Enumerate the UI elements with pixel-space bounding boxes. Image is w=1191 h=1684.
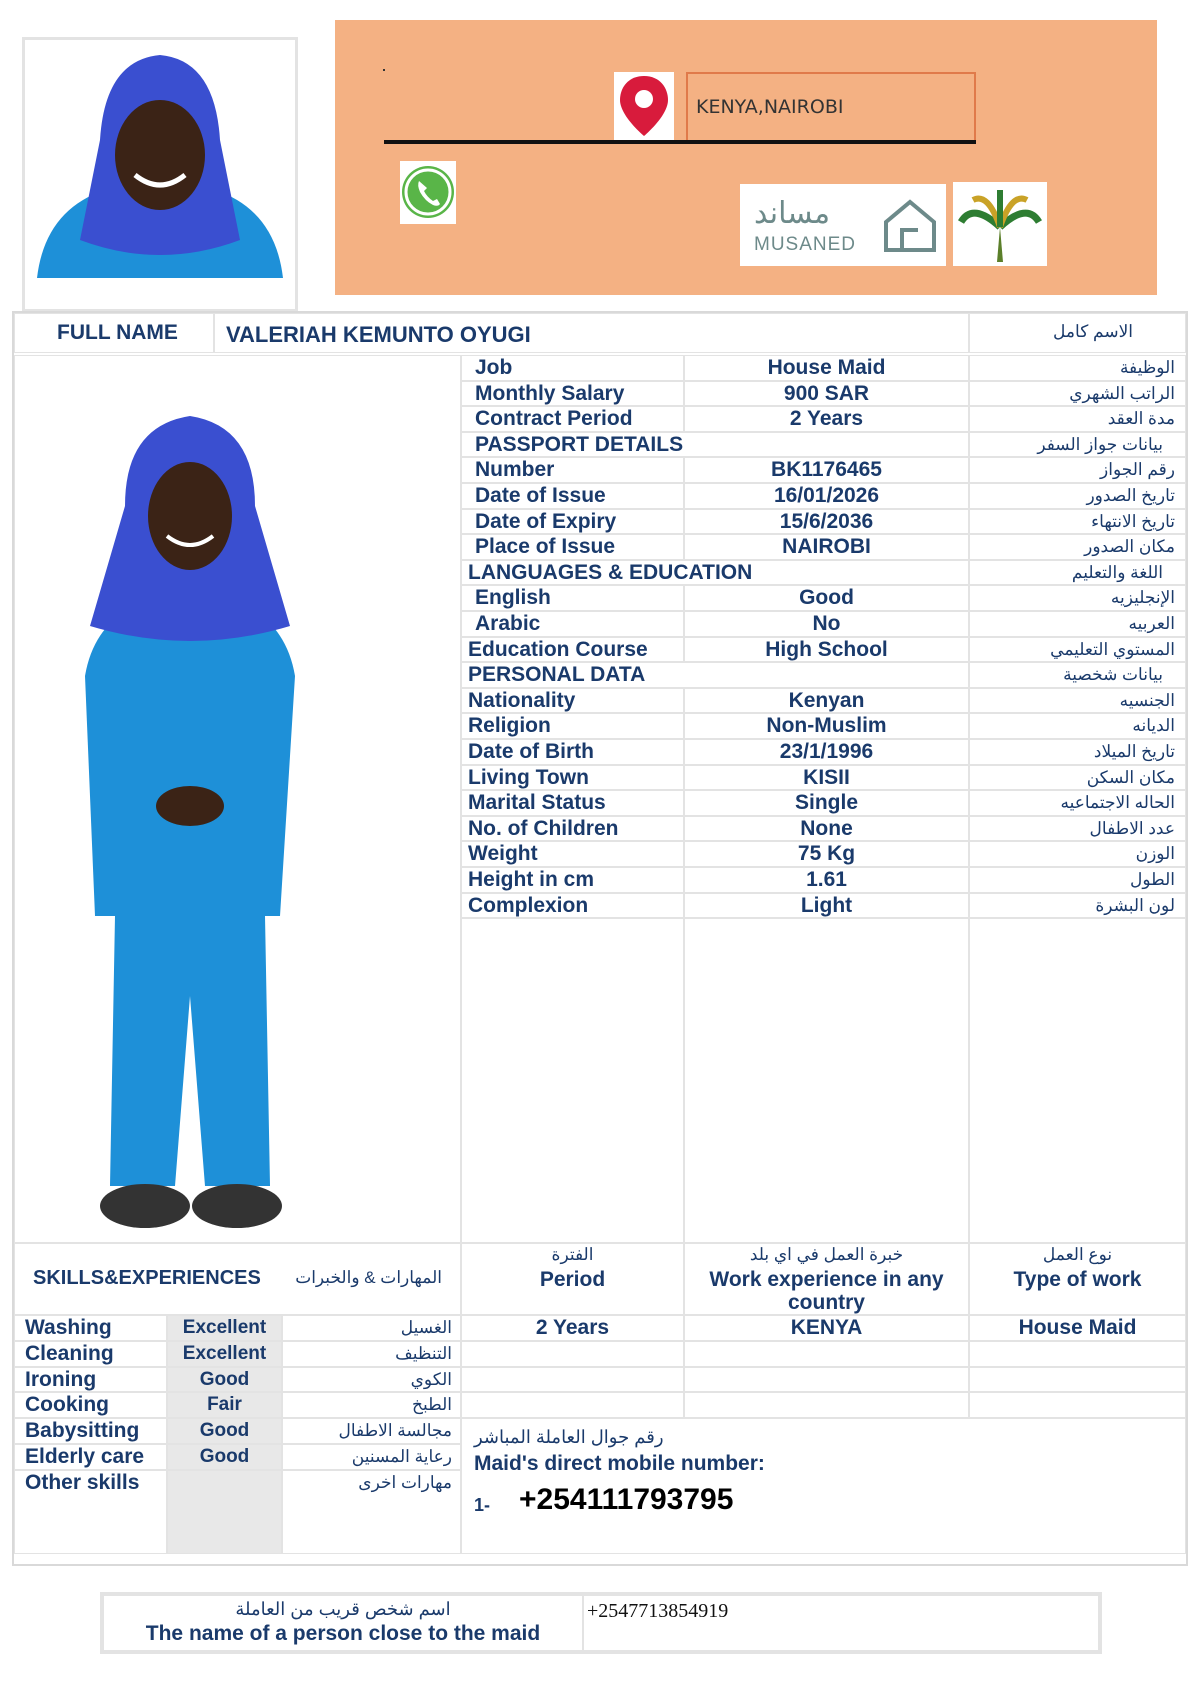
detail-value: Non-Muslim [766,714,887,738]
relative-value: +2547713854919 [587,1600,729,1622]
skill-arabic-cell [282,1418,461,1444]
detail-arabic-cell [969,560,1186,586]
detail-value: Good [799,586,854,610]
detail-label-arabic: الوزن [1135,844,1175,864]
detail-value: 75 Kg [797,842,856,866]
detail-value-cell [684,534,969,560]
experience-type-cell [969,1392,1186,1418]
country-header-cell [684,1243,969,1315]
detail-label: PERSONAL DATA [468,663,646,687]
musaned-logo-latin: MUSANED [754,234,857,255]
detail-label-arabic: تاريخ الميلاد [1093,742,1175,761]
skill-level-cell [167,1418,282,1444]
detail-arabic-cell [969,688,1186,714]
details-empty-col3 [969,918,1186,1243]
skill-level-cell [167,1392,282,1418]
detail-label-cell [461,662,969,688]
detail-value: Single [794,791,858,815]
detail-value: 16/01/2026 [773,484,880,507]
detail-label-cell [461,841,684,867]
detail-label: Marital Status [468,791,606,815]
detail-arabic-cell [969,509,1186,535]
detail-label-cell [461,637,684,663]
detail-arabic-cell [969,816,1186,842]
skill-level: Good [199,1420,250,1442]
detail-label: Contract Period [475,407,633,431]
experience-type-cell [969,1341,1186,1367]
period-header-arabic: الفترة [551,1245,594,1264]
detail-value-cell [684,688,969,714]
detail-label-cell [461,713,684,739]
detail-value-cell [684,790,969,816]
detail-value: 900 SAR [783,381,870,405]
skill-level: Excellent [182,1317,267,1338]
detail-label: Date of Issue [475,484,606,507]
mobile-prefix: 1- [474,1495,491,1515]
relative-label: The name of a person close to the maid [145,1622,541,1645]
detail-label-arabic: الجنسيه [1119,690,1175,710]
full-body-photo-cell [14,355,461,1243]
detail-label-cell [461,867,684,893]
maid-portrait-image [25,40,295,309]
detail-label-arabic: المستوي التعليمي [1050,639,1175,659]
detail-label: Place of Issue [475,535,616,559]
skill-level-cell [167,1367,282,1393]
skill-name: Cooking [25,1393,109,1417]
detail-value: No [812,612,841,635]
skill-name: Babysitting [25,1419,140,1443]
detail-label-arabic: الحاله الاجتماعيه [1060,793,1175,813]
detail-value-cell [684,765,969,791]
detail-value-cell [684,841,969,867]
full-name-value-cell [214,313,969,353]
full-name-label: FULL NAME [57,321,178,344]
experience-type-cell [969,1367,1186,1393]
experience-period-cell [461,1341,684,1367]
detail-label-cell [461,483,684,509]
detail-label-arabic: الديانه [1132,716,1175,736]
detail-arabic-cell [969,483,1186,509]
detail-label: Job [475,356,513,379]
phone-whatsapp-icon [400,161,456,224]
mobile-label-arabic: رقم جوال العاملة المباشر [474,1427,664,1447]
detail-label-arabic: تاريخ الانتهاء [1091,511,1175,531]
musaned-house-icon [880,196,940,256]
detail-value: BK1176465 [771,458,882,482]
skill-level: Excellent [182,1342,267,1364]
detail-arabic-cell [969,534,1186,560]
detail-value: 1.61 [806,868,847,891]
type-header-cell [969,1243,1186,1315]
skill-name-arabic: مجالسة الاطفال [338,1421,452,1441]
skill-arabic-cell [282,1444,461,1470]
detail-arabic-cell [969,790,1186,816]
detail-label-arabic: العربيه [1128,614,1175,633]
detail-value-cell [684,893,969,919]
detail-label-cell [461,739,684,765]
skill-name-cell [14,1392,167,1418]
detail-value-cell [684,381,969,407]
skill-name-cell [14,1470,167,1554]
detail-value-cell [684,611,969,637]
detail-label-cell [461,406,684,432]
skills-title: SKILLS&EXPERIENCES [33,1267,261,1289]
detail-label: Monthly Salary [475,381,625,405]
detail-label: Weight [468,842,538,866]
detail-arabic-cell [969,611,1186,637]
experience-country-cell [684,1392,969,1418]
detail-arabic-cell [969,406,1186,432]
detail-arabic-cell [969,355,1186,381]
musaned-logo [740,184,946,266]
location-pin-icon [614,72,674,140]
detail-value-cell [684,406,969,432]
detail-label-arabic: الطول [1130,870,1175,889]
skill-name: Ironing [25,1367,97,1391]
detail-value: NAIROBI [782,535,871,559]
detail-label-cell [461,816,684,842]
skill-level: Good [199,1368,250,1390]
type-header-arabic: نوع العمل [1042,1245,1113,1264]
skill-arabic-cell [282,1315,461,1341]
detail-label-arabic: بيانات شخصية [1063,665,1163,685]
detail-label: English [475,586,551,610]
detail-label-cell [461,509,684,535]
detail-value: 15/6/2036 [779,509,874,533]
detail-arabic-cell [969,457,1186,483]
skill-level: Fair [207,1394,242,1416]
experience-period: 2 Years [535,1316,610,1339]
detail-value: None [800,816,853,840]
detail-value-cell [684,483,969,509]
detail-arabic-cell [969,841,1186,867]
detail-label-arabic: تاريخ الصدور [1086,486,1175,505]
skill-name-arabic: رعاية المسنين [351,1447,452,1466]
skill-name-cell [14,1341,167,1367]
full-name-arabic-cell [969,313,1186,353]
detail-value-cell [684,509,969,535]
detail-label: Date of Birth [468,740,594,763]
country-header-arabic: خبرة العمل في اي بلد [749,1245,904,1264]
detail-label-cell [461,560,969,586]
skills-title-arabic: المهارات & والخبرات [295,1268,442,1287]
detail-label: Nationality [468,688,576,712]
detail-label-cell [461,585,684,611]
detail-label: LANGUAGES & EDUCATION [468,560,753,584]
detail-label-arabic: مدة العقد [1107,409,1175,429]
skill-name-cell [14,1367,167,1393]
detail-value: Kenyan [788,688,865,712]
ministry-palm-logo [953,182,1047,266]
experience-period-cell [461,1315,684,1341]
detail-label-cell [461,381,684,407]
detail-arabic-cell [969,381,1186,407]
detail-arabic-cell [969,893,1186,919]
detail-label-cell [461,790,684,816]
detail-label: Height in cm [468,868,595,891]
period-header-cell [461,1243,684,1315]
detail-value: 2 Years [789,407,864,431]
skill-name-arabic: الكوي [410,1369,452,1389]
detail-label: Arabic [475,612,541,635]
detail-label-arabic: مكان السكن [1086,767,1175,787]
banner-dot [383,69,385,71]
detail-label: Complexion [468,893,589,917]
detail-value: 23/1/1996 [779,740,874,763]
detail-label: Living Town [468,765,589,789]
full-name-value: VALERIAH KEMUNTO OYUGI [226,322,531,347]
detail-label-arabic: مكان الصدور [1084,537,1175,557]
detail-label-arabic: الراتب الشهري [1069,383,1175,403]
mobile-number-cell [461,1418,1186,1554]
detail-value-cell [684,739,969,765]
relative-label-arabic: اسم شخص قريب من العاملة [235,1599,451,1619]
detail-value: Light [800,893,853,917]
skill-name-cell [14,1315,167,1341]
skill-name-cell [14,1418,167,1444]
skill-arabic-cell [282,1341,461,1367]
detail-value-cell [684,637,969,663]
detail-label-arabic: الإنجليزيه [1110,588,1175,608]
detail-label-cell [461,611,684,637]
detail-label-cell [461,765,684,791]
detail-label-arabic: عدد الاطفال [1089,818,1175,838]
experience-country-cell [684,1315,969,1341]
skill-arabic-cell [282,1367,461,1393]
experience-type-cell [969,1315,1186,1341]
experience-country: KENYA [790,1316,863,1339]
skill-name-arabic: مهارات اخرى [358,1472,452,1492]
detail-label-cell [461,457,684,483]
detail-label-cell [461,432,969,458]
skills-title-cell [14,1243,461,1315]
skill-name: Elderly care [25,1445,145,1468]
maid-full-body-image [15,356,459,1240]
experience-period-cell [461,1392,684,1418]
detail-label-cell [461,534,684,560]
experience-period-cell [461,1367,684,1393]
mobile-number: +254111793795 [519,1483,734,1516]
detail-value: High School [765,637,888,661]
detail-label: PASSPORT DETAILS [475,432,684,456]
skill-name: Cleaning [25,1341,114,1365]
header-divider-line [384,140,976,144]
skill-level-cell [167,1341,282,1367]
country-header: Work experience in any country [709,1268,944,1314]
details-empty-col1 [461,918,684,1243]
detail-value-cell [684,585,969,611]
detail-arabic-cell [969,662,1186,688]
detail-label: No. of Children [468,816,619,840]
detail-label: Religion [468,714,551,738]
detail-label-cell [461,893,684,919]
skill-level-cell [167,1444,282,1470]
detail-arabic-cell [969,432,1186,458]
relative-value-cell [583,1595,1099,1651]
skill-name-cell [14,1444,167,1470]
detail-value-cell [684,355,969,381]
details-empty-col2 [684,918,969,1243]
skill-arabic-cell [282,1470,461,1554]
detail-value-cell [684,816,969,842]
detail-label-arabic: اللغة والتعليم [1071,562,1163,582]
detail-value-cell [684,867,969,893]
detail-arabic-cell [969,585,1186,611]
detail-value-cell [684,457,969,483]
location-text: KENYA,NAIROBI [686,72,976,142]
detail-arabic-cell [969,739,1186,765]
period-header: Period [539,1268,606,1291]
experience-country-cell [684,1341,969,1367]
detail-label: Education Course [468,637,648,661]
detail-label: Number [475,458,555,482]
type-header: Type of work [1013,1268,1142,1291]
detail-label-arabic: الوظيفة [1119,358,1175,377]
detail-label-cell [461,688,684,714]
detail-arabic-cell [969,765,1186,791]
skill-name-arabic: الطبخ [412,1395,452,1415]
detail-value-cell [684,713,969,739]
detail-label-arabic: لون البشرة [1095,895,1175,915]
skill-name: Other skills [25,1470,140,1494]
detail-value: KISII [803,765,850,789]
skill-level-cell [167,1470,282,1554]
mobile-label: Maid's direct mobile number: [474,1452,765,1475]
full-name-label-arabic: الاسم كامل [1053,322,1133,341]
skill-name: Washing [25,1316,112,1339]
detail-label-arabic: رقم الجواز [1100,460,1175,480]
skill-name-arabic: الغسيل [400,1318,452,1337]
skill-level: Good [199,1446,250,1467]
skill-name-arabic: التنظيف [395,1343,452,1363]
skill-level-cell [167,1315,282,1341]
detail-arabic-cell [969,637,1186,663]
experience-type: House Maid [1018,1316,1137,1339]
full-name-label-cell [14,313,214,353]
detail-arabic-cell [969,713,1186,739]
detail-label: Date of Expiry [475,509,617,533]
relative-label-cell [103,1595,583,1651]
musaned-logo-arabic: مساند [754,196,831,231]
experience-country-cell [684,1367,969,1393]
detail-arabic-cell [969,867,1186,893]
detail-label-arabic: بيانات جواز السفر [1037,434,1163,454]
detail-value: House Maid [767,356,886,379]
skill-arabic-cell [282,1392,461,1418]
profile-photo-small [22,37,298,312]
detail-label-cell [461,355,684,381]
